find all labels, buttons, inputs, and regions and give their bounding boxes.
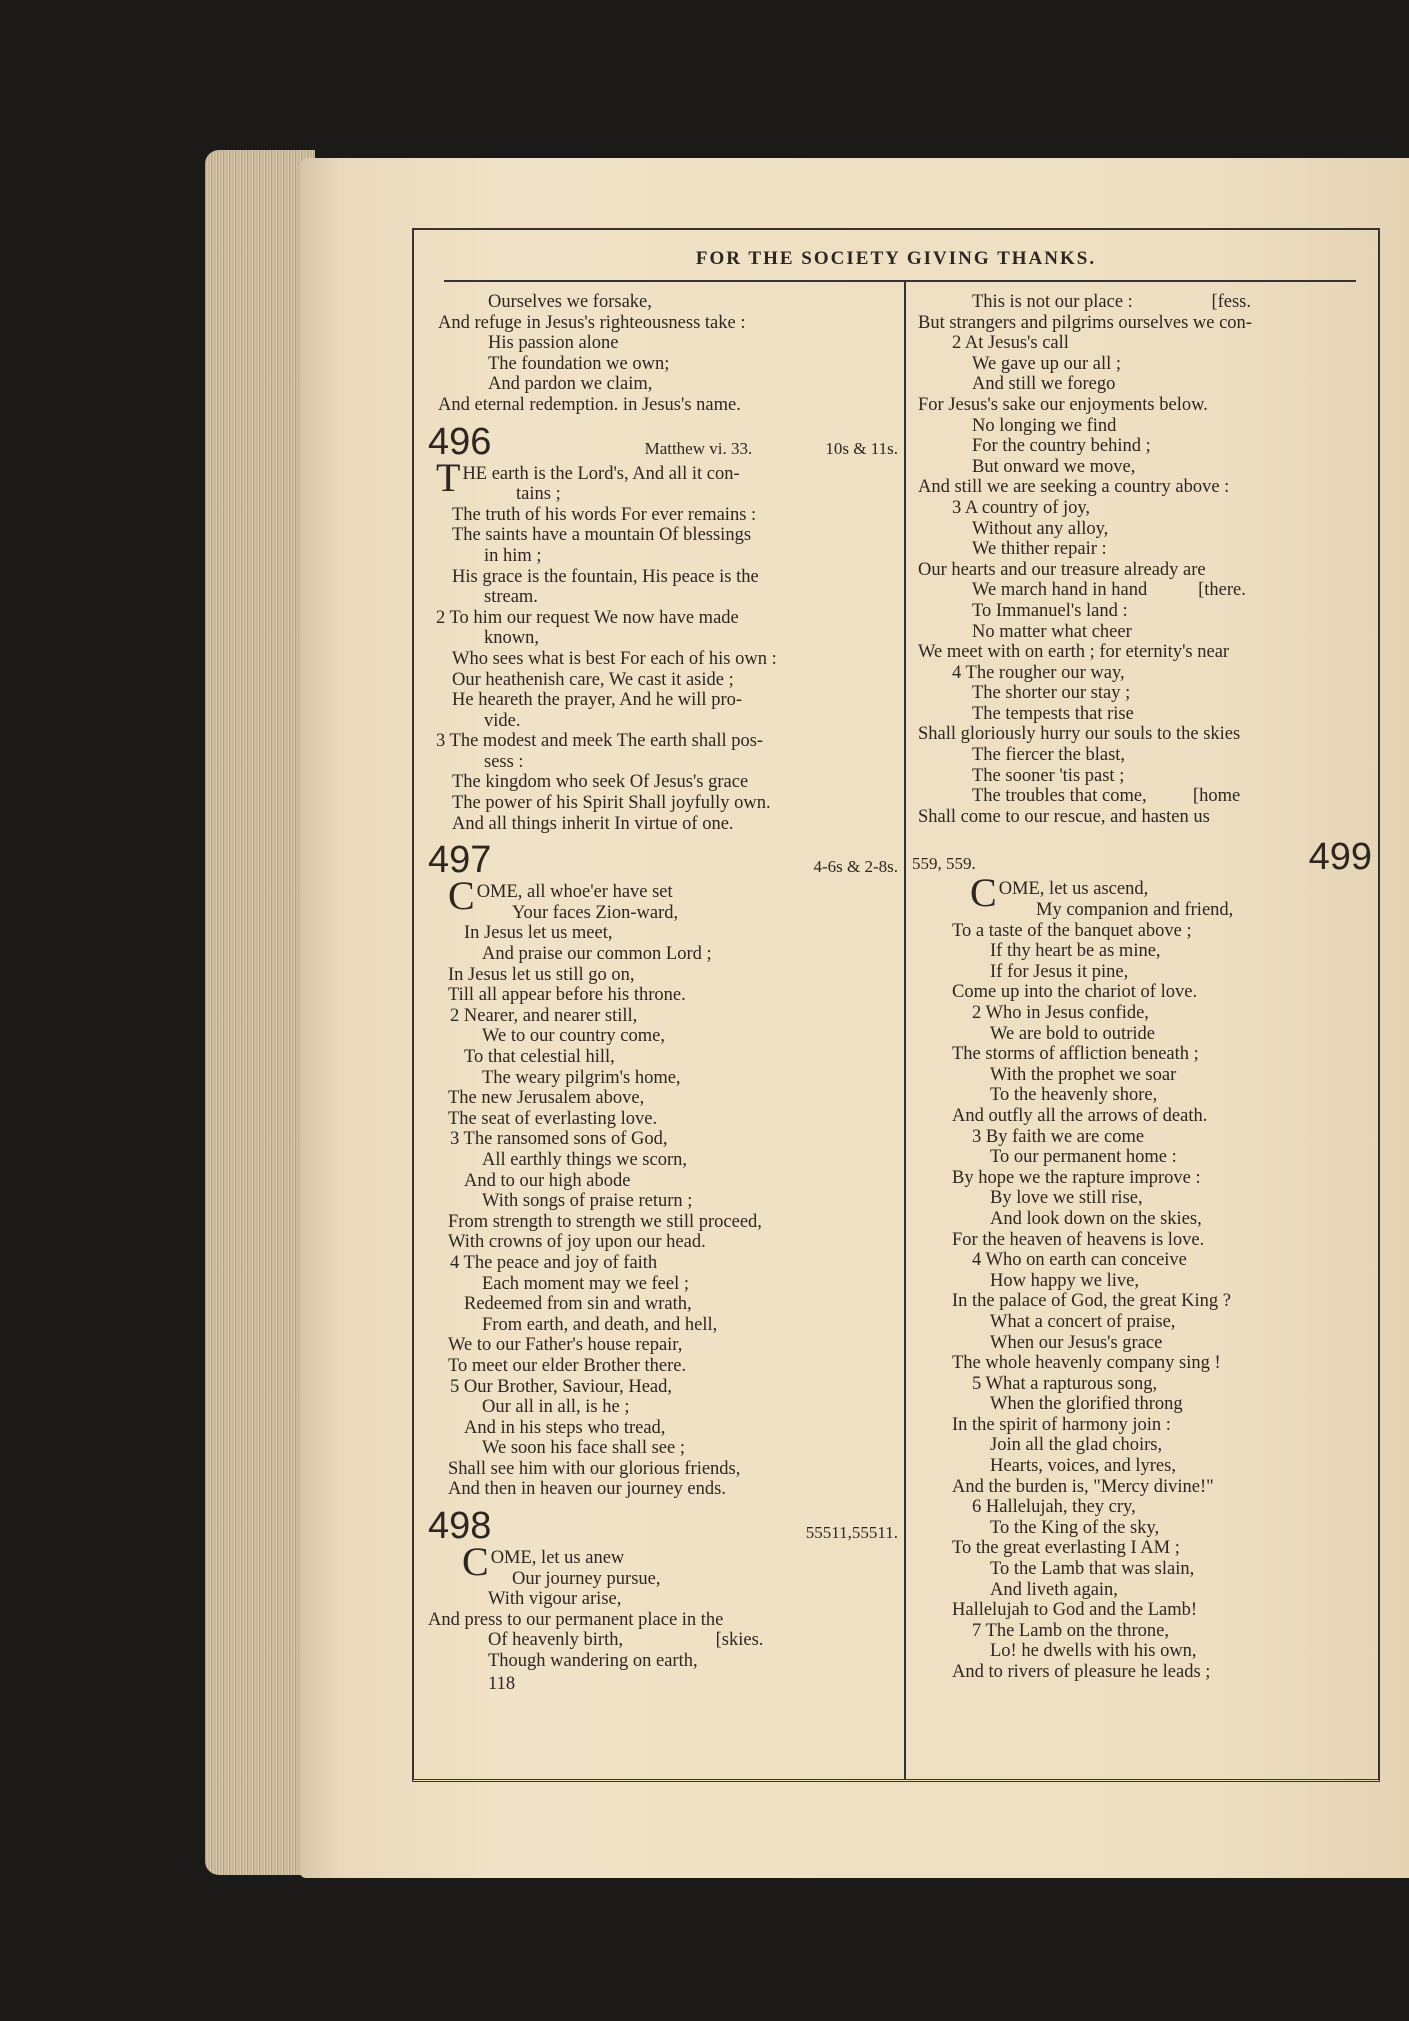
verse-line (428, 1191, 898, 1212)
verse-line (428, 985, 898, 1006)
verse-line-text: In Jesus let us still go on, (448, 964, 635, 985)
verse-line-text: But strangers and pilgrims ourselves we con- (918, 312, 1252, 333)
verse-line (912, 1333, 1372, 1354)
verse-line (912, 1209, 1372, 1230)
verse-line-text: And outfly all the arrows of death. (952, 1105, 1208, 1126)
verse-line (428, 567, 898, 588)
verse-line (428, 484, 898, 505)
verse-line-text: And pardon we claim, (488, 374, 653, 395)
verse-line-text: To the heavenly shore, (990, 1085, 1158, 1106)
verse-line-text: sess : (484, 751, 524, 772)
verse-line (912, 1580, 1372, 1601)
verse-line-text: 2 Who in Jesus confide, (972, 1003, 1149, 1023)
verse-line (428, 395, 898, 416)
verse-line-text: And all things inherit In virtue of one. (452, 813, 734, 834)
verse-line-text: In Jesus let us meet, (464, 923, 613, 944)
verse-line-text: Redeemed from sin and wrath, (464, 1294, 692, 1315)
verse-line (912, 292, 1372, 313)
running-head: FOR THE SOCIETY GIVING THANKS. (695, 248, 1097, 269)
hymn-498-text (428, 1539, 898, 1672)
verse-line (428, 1569, 898, 1590)
verse-line (428, 354, 898, 375)
verse-line (912, 477, 1372, 498)
hymn-499-text (912, 870, 1372, 1682)
verse-line (912, 1353, 1372, 1374)
verse-line-text: tains ; (516, 484, 561, 505)
verse-line (428, 1006, 898, 1027)
verse-line (428, 1610, 898, 1631)
verse-line (912, 1085, 1372, 1106)
verse-line-text: And praise our common Lord ; (482, 944, 712, 965)
verse-line-text: If for Jesus it pine, (990, 961, 1129, 982)
column-divider (904, 282, 906, 1779)
verse-line-text: 4 The peace and joy of faith (450, 1252, 658, 1273)
verse-line (428, 1171, 898, 1192)
verse-line (912, 1518, 1372, 1539)
verse-line (912, 745, 1372, 766)
verse-line (428, 1335, 898, 1356)
verse-line-text: No longing we find (972, 415, 1117, 436)
hymn-number: 497 (428, 839, 492, 882)
verse-line-text: We are bold to outride (990, 1023, 1155, 1044)
verse-line-text: To the Lamb that was slain, (990, 1559, 1195, 1580)
book-fore-edge (205, 150, 315, 1875)
verse-line (912, 1147, 1372, 1168)
verse-line (912, 395, 1372, 416)
hymn-498-header (428, 1506, 898, 1546)
verse-line-text: The shorter our stay ; (972, 683, 1131, 704)
verse-line-text: Shall see him with our glorious friends, (448, 1458, 741, 1479)
verse-line (428, 772, 898, 793)
verse-line (428, 1068, 898, 1089)
verse-line-text: 3 A country of joy, (952, 497, 1091, 518)
verse-line (912, 1250, 1372, 1271)
verse-line (428, 793, 898, 814)
verse-line-text: OME, let us ascend, (998, 879, 1149, 900)
verse-line-text: The kingdom who seek Of Jesus's grace (452, 772, 749, 793)
verse-line-text: From strength to strength we still proceed, (448, 1211, 762, 1232)
verse-line-text: Lo! he dwells with his own, (990, 1641, 1197, 1662)
verse-line (912, 1044, 1372, 1065)
verse-line (428, 1315, 898, 1336)
verse-line-text: The truth of his words For ever remains : (452, 504, 757, 525)
verse-line-text: 5 What a rapturous song, (972, 1373, 1158, 1394)
verse-line (912, 498, 1372, 519)
verse-line (912, 1168, 1372, 1189)
verse-line (428, 649, 898, 670)
verse-line-text: The seat of everlasting love. (448, 1108, 658, 1129)
verse-line-text: We meet with on earth ; for eternity's near (918, 642, 1230, 663)
verse-line (912, 539, 1372, 560)
verse-line (428, 1651, 898, 1672)
verse-line-text: For Jesus's sake our enjoyments below. (918, 394, 1208, 415)
verse-line (912, 1312, 1372, 1333)
drop-cap: C (462, 1539, 489, 1585)
verse-line (912, 354, 1372, 375)
verse-line-text: We gave up our all ; (972, 353, 1122, 374)
verse-line (428, 546, 898, 567)
verse-line (428, 1129, 898, 1150)
verse-line (428, 525, 898, 546)
verse-line (912, 962, 1372, 983)
verse-line-text: 2 To him our request We now have made (436, 607, 739, 628)
verse-line-text: With vigour arise, (488, 1589, 622, 1610)
verse-line (912, 941, 1372, 962)
verse-line-text: 7 The Lamb on the throne, (972, 1620, 1169, 1641)
verse-line-text: The saints have a mountain Of blessings (452, 525, 752, 546)
verse-line-text: We soon his face shall see ; (482, 1438, 685, 1459)
verse-line (912, 1435, 1372, 1456)
hymn-496-text (428, 454, 898, 835)
verse-line-text: And look down on the skies, (990, 1208, 1202, 1229)
verse-line-text: To our permanent home : (990, 1147, 1177, 1168)
verse-line (428, 903, 898, 924)
verse-line-text: From earth, and death, and hell, (482, 1314, 718, 1335)
verse-line (912, 642, 1372, 663)
verse-line-text: Join all the glad choirs, (990, 1435, 1163, 1456)
verse-line-text: For the heaven of heavens is love. (952, 1229, 1205, 1250)
verse-line (912, 416, 1372, 437)
verse-line (428, 1232, 898, 1253)
verse-line-text: Of heavenly birth, [skies. (488, 1630, 764, 1651)
verse-line (428, 965, 898, 986)
hymn-meter: 559, 559. (912, 854, 976, 874)
hymn-meter: 10s & 11s. (825, 438, 898, 458)
verse-line-text: And liveth again, (990, 1579, 1118, 1600)
verse-line (912, 1065, 1372, 1086)
verse-line (428, 752, 898, 773)
verse-line (912, 683, 1372, 704)
verse-line-text: When our Jesus's grace (990, 1332, 1163, 1353)
verse-line-text: Who sees what is best For each of his own : (452, 648, 777, 669)
verse-line-text: 3 By faith we are come (972, 1126, 1145, 1147)
verse-line-text: To that celestial hill, (464, 1047, 615, 1067)
verse-line (428, 587, 898, 608)
verse-line (912, 1127, 1372, 1148)
verse-line-text: And to rivers of pleasure he leads ; (952, 1662, 1211, 1682)
verse-line (428, 1150, 898, 1171)
verse-line-text: With the prophet we soar (990, 1064, 1177, 1085)
verse-line-text: We march hand in hand [there. (972, 580, 1246, 601)
verse-line (912, 457, 1372, 478)
hymn-meter: 4-6s & 2-8s. (813, 857, 898, 877)
verse-line-text: By love we still rise, (990, 1188, 1143, 1209)
verse-line (428, 1026, 898, 1047)
verse-line (912, 1415, 1372, 1436)
verse-line (912, 1477, 1372, 1498)
drop-cap: C (970, 870, 997, 916)
verse-line-text: Shall come to our rescue, and hasten us (918, 806, 1210, 827)
verse-line-text: Our heathenish care, We cast it aside ; (452, 669, 734, 690)
verse-line (428, 1047, 898, 1068)
verse-line (912, 786, 1372, 807)
verse-line (912, 921, 1372, 942)
verse-line-text: Ourselves we forsake, (488, 292, 652, 312)
verse-line-text: Though wandering on earth, (488, 1651, 698, 1672)
verse-line (428, 670, 898, 691)
verse-line (912, 1291, 1372, 1312)
verse-line (428, 711, 898, 732)
verse-line-text: Without any alloy, (972, 518, 1109, 539)
verse-line (428, 628, 898, 649)
verse-line (428, 608, 898, 629)
drop-cap: T (436, 454, 461, 500)
verse-line-text: The foundation we own; (488, 353, 670, 374)
verse-line-text: Each moment may we feel ; (482, 1273, 690, 1294)
verse-line (428, 690, 898, 711)
hymn-number: 496 (428, 420, 492, 463)
verse-line-text: But onward we move, (972, 456, 1136, 477)
verse-line-text: And still we forego (972, 374, 1116, 395)
verse-line-text: 6 Hallelujah, they cry, (972, 1497, 1136, 1518)
verse-line-text: 2 Nearer, and nearer still, (450, 1005, 638, 1026)
verse-line (912, 1497, 1372, 1518)
right-column (912, 292, 1372, 1769)
verse-line (912, 1538, 1372, 1559)
left-continuation (428, 292, 898, 416)
verse-line-text: Hallelujah to God and the Lamb! (952, 1600, 1198, 1621)
verse-line (912, 519, 1372, 540)
verse-line-text: And press to our permanent place in the (428, 1609, 724, 1630)
verse-line-text: By hope we the rapture improve : (952, 1167, 1201, 1188)
verse-line-text: And refuge in Jesus's righteousness take : (438, 312, 746, 333)
verse-line-text: He heareth the prayer, And he will pro- (452, 690, 743, 711)
verse-line-text: My companion and friend, (1036, 900, 1234, 921)
hymn-meter: 55511,55511. (805, 1523, 898, 1543)
verse-line (428, 1397, 898, 1418)
verse-line-text: His passion alone (488, 333, 619, 354)
verse-line (428, 1377, 898, 1398)
verse-line-text: OME, let us anew (490, 1548, 625, 1569)
scripture-reference: Matthew vi. 33. (644, 438, 753, 458)
verse-line-text: To a taste of the banquet above ; (952, 920, 1192, 941)
verse-line-text: known, (484, 628, 539, 649)
verse-line-text: Hearts, voices, and lyres, (990, 1456, 1176, 1477)
verse-line-text: And in his steps who tread, (464, 1417, 666, 1438)
verse-line (428, 1356, 898, 1377)
verse-line (912, 1106, 1372, 1127)
verse-line (912, 580, 1372, 601)
verse-line (912, 704, 1372, 725)
verse-line-text: stream. (484, 587, 538, 608)
verse-line-text: When the glorified throng (990, 1394, 1183, 1415)
verse-line-text: If thy heart be as mine, (990, 941, 1161, 962)
verse-line-text: Our hearts and our treasure already are (918, 559, 1206, 580)
verse-line-text: 4 The rougher our way, (952, 662, 1125, 683)
verse-line-text: vide. (484, 710, 521, 731)
verse-line (428, 1109, 898, 1130)
verse-line-text: With songs of praise return ; (482, 1191, 693, 1212)
verse-line (428, 333, 898, 354)
verse-line (428, 1253, 898, 1274)
verse-line (912, 1271, 1372, 1292)
verse-line-text: And the burden is, "Mercy divine!" (952, 1476, 1214, 1497)
verse-line (912, 1559, 1372, 1580)
verse-line-text: Your faces Zion-ward, (512, 902, 679, 923)
verse-line (428, 1459, 898, 1480)
verse-line-text: The troubles that come, [home (972, 786, 1241, 807)
left-column (428, 292, 898, 1769)
verse-line (428, 1274, 898, 1295)
verse-line (912, 807, 1372, 828)
verse-line-text: The storms of affliction beneath ; (952, 1044, 1199, 1065)
verse-line-text: 2 At Jesus's call (952, 333, 1069, 354)
verse-line (428, 814, 898, 835)
verse-line-text: The tempests that rise (972, 703, 1134, 724)
verse-line-text: Our journey pursue, (512, 1568, 661, 1589)
verse-line-text: OME, all whoe'er have set (476, 882, 673, 903)
verse-line-text: And then in heaven our journey ends. (448, 1479, 726, 1500)
verse-line (912, 374, 1372, 395)
verse-line (912, 436, 1372, 457)
verse-line-text: All earthly things we scorn, (482, 1149, 687, 1170)
verse-line (912, 313, 1372, 334)
verse-line-text: Our all in all, is he ; (482, 1397, 630, 1418)
hymn-496-header (428, 422, 898, 462)
verse-line (912, 1024, 1372, 1045)
verse-line-text: How happy we live, (990, 1270, 1139, 1291)
verse-line-text: in him ; (484, 545, 542, 566)
verse-line (912, 622, 1372, 643)
verse-line-text: We to our Father's house repair, (448, 1335, 683, 1356)
verse-line (912, 982, 1372, 1003)
page-frame (412, 228, 1380, 1782)
verse-line-text: The whole heavenly company sing ! (952, 1353, 1221, 1374)
right-continuation (912, 292, 1372, 827)
verse-line-text: In the spirit of harmony join : (952, 1414, 1171, 1435)
verse-line (912, 333, 1372, 354)
verse-line-text: The weary pilgrim's home, (482, 1067, 681, 1088)
verse-line (428, 944, 898, 965)
verse-line (912, 1662, 1372, 1683)
hymn-497-header (428, 840, 898, 880)
hymn-497-text (428, 873, 898, 1500)
verse-line (428, 1630, 898, 1651)
verse-line (912, 1621, 1372, 1642)
verse-line (912, 1600, 1372, 1621)
hymn-number: 498 (428, 1505, 492, 1548)
verse-line (428, 1479, 898, 1500)
verse-line-text: 5 Our Brother, Saviour, Head, (450, 1376, 673, 1397)
verse-line (428, 1088, 898, 1109)
verse-line-text: The power of his Spirit Shall joyfully own. (452, 793, 771, 814)
verse-line-text: And still we are seeking a country above : (918, 477, 1230, 498)
verse-line (912, 560, 1372, 581)
verse-line (912, 1456, 1372, 1477)
verse-line (912, 1003, 1372, 1024)
verse-line (428, 374, 898, 395)
verse-line (428, 292, 898, 313)
verse-line (428, 313, 898, 334)
verse-line (912, 1230, 1372, 1251)
verse-line-text: The fiercer the blast, (972, 745, 1126, 766)
drop-cap: C (448, 873, 475, 919)
verse-line (912, 1641, 1372, 1662)
verse-line-text: To Immanuel's land : (972, 600, 1128, 621)
verse-line (912, 601, 1372, 622)
verse-line (428, 923, 898, 944)
verse-line-text: To meet our elder Brother there. (448, 1355, 687, 1376)
verse-line-text: In the palace of God, the great King ? (952, 1291, 1231, 1312)
verse-line-text: This is not our place : [fess. (972, 292, 1251, 312)
verse-line-text: The sooner 'tis past ; (972, 765, 1125, 786)
verse-line-text: For the country behind ; (972, 436, 1151, 457)
verse-line (428, 1589, 898, 1610)
verse-line-text: And to our high abode (464, 1170, 631, 1191)
verse-line (912, 1188, 1372, 1209)
verse-line (912, 1394, 1372, 1415)
verse-line (428, 1212, 898, 1233)
verse-line-text: Shall gloriously hurry our souls to the skies (918, 724, 1241, 745)
verse-line (428, 505, 898, 526)
verse-line-text: We thither repair : (972, 539, 1107, 560)
verse-line-text: To the great everlasting I AM ; (952, 1538, 1180, 1559)
verse-line-text: To the King of the sky, (990, 1517, 1160, 1538)
verse-line-text: HE earth is the Lord's, And all it con- (462, 463, 740, 484)
verse-line-text: His grace is the fountain, His peace is the (452, 566, 759, 587)
verse-line (428, 1418, 898, 1439)
verse-line-text: 3 The ransomed sons of God, (450, 1129, 668, 1150)
verse-line-text: With crowns of joy upon our head. (448, 1232, 706, 1253)
hymn-number: 499 (1308, 836, 1372, 879)
verse-line (912, 724, 1372, 745)
verse-line (428, 731, 898, 752)
page-number: 118 (488, 1673, 516, 1694)
verse-line (912, 766, 1372, 787)
verse-line-text: Till all appear before his throne. (448, 985, 686, 1006)
verse-line-text: And eternal redemption. in Jesus's name. (438, 394, 741, 415)
verse-line (428, 1438, 898, 1459)
verse-line (912, 663, 1372, 684)
verse-line-text: Come up into the chariot of love. (952, 982, 1198, 1003)
verse-line-text: The new Jerusalem above, (448, 1088, 645, 1109)
head-rule (444, 280, 1356, 282)
verse-line-text: We to our country come, (482, 1026, 665, 1047)
verse-line-text: What a concert of praise, (990, 1311, 1176, 1332)
verse-line-text: 3 The modest and meek The earth shall pos- (436, 731, 764, 752)
verse-line-text: 4 Who on earth can conceive (972, 1250, 1187, 1271)
verse-line (428, 1294, 898, 1315)
verse-line-text: No matter what cheer (972, 621, 1132, 642)
verse-line (912, 1374, 1372, 1395)
